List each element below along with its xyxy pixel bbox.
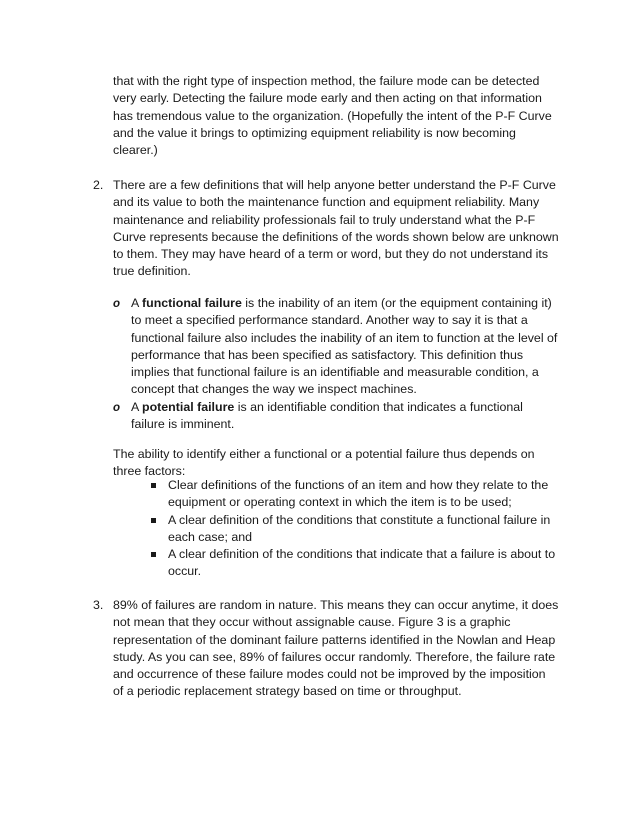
text-line: and occurrence of these failure modes could not be improved by the imposition — [113, 667, 546, 682]
text-line: Clear definitions of the functions of an item and how they relate to the — [168, 478, 549, 492]
text-line: 89% of failures are random in nature. This means they can occur anytime, it does — [113, 598, 559, 612]
text-line: three factors: — [113, 464, 186, 479]
text-line: There are a few definitions that will help anyone better understand the P-F Curve — [113, 178, 556, 192]
text-line: to them. They may have heard of a term or word, but they do not understand its — [113, 247, 549, 262]
text-line: equipment or operating context in which the item is to be used; — [168, 495, 512, 510]
text-line: very early. Detecting the failure mode early and then acting on that information — [113, 91, 542, 106]
text-line: each case; and — [168, 530, 253, 545]
text-line: that with the right type of inspection method, the failure mode can be detected — [113, 74, 540, 88]
bullet-o-icon: o — [113, 402, 121, 414]
definition-rest: is an identifiable condition that indicates a functional — [234, 400, 523, 414]
text-line: and the value it brings to optimizing equipment reliability is now becoming — [113, 125, 516, 140]
item-2-paragraph — [113, 177, 559, 281]
list-number-2: 2. — [93, 178, 104, 192]
text-line: A clear definition of the conditions that constitute a functional failure in — [168, 513, 551, 527]
text-line: has tremendous value to the organization. (Hopefully the intent of the P-F Curve — [113, 108, 552, 123]
factor-item — [168, 477, 548, 512]
text-line: performance that has been specified as satisfactory. This definition thus — [131, 347, 524, 362]
square-bullet-icon — [151, 552, 156, 557]
text-line: concept that changes the way we inspect machines. — [131, 382, 417, 397]
text-line: study. As you can see, 89% of failures occur randomly. Therefore, the failure rate — [113, 649, 556, 664]
definition-functional-failure — [131, 295, 557, 399]
text-line: implies that functional failure is an identifiable and measurable condition, a — [131, 365, 539, 380]
text-line: not mean that they occur without assignable cause. Figure 3 is a graphic — [113, 615, 511, 630]
definition-lead: A — [131, 400, 143, 414]
factors-intro-paragraph — [113, 446, 535, 481]
definition-lead: A — [131, 296, 143, 310]
text-line: occur. — [168, 564, 202, 579]
definition-rest: is the inability of an item (or the equipment containing it) — [241, 296, 552, 310]
definition-first-line — [131, 399, 523, 416]
text-line: of a periodic replacement strategy based on time or throughput. — [113, 684, 462, 699]
text-line: true definition. — [113, 264, 191, 279]
factor-item — [168, 512, 550, 547]
text-line: A clear definition of the conditions that indicate that a failure is about to — [168, 547, 556, 561]
continuation-paragraph — [113, 73, 552, 159]
text-line: Curve represents because the definitions of the words shown below are unknown — [113, 229, 559, 244]
text-line: The ability to identify either a functional or a potential failure thus depends on — [113, 447, 535, 461]
text-line: maintenance and reliability professionals fail to truly understand what the P-F — [113, 212, 536, 227]
text-line: functional failure also includes the inability of an item to function at the level of — [131, 330, 558, 345]
bullet-o-icon: o — [113, 298, 121, 310]
definition-potential-failure — [131, 399, 523, 434]
list-number-3: 3. — [93, 598, 104, 612]
text-line: failure is imminent. — [131, 417, 235, 432]
text-line: clearer.) — [113, 143, 158, 158]
text-line: and its value to both the maintenance function and equipment reliability. Many — [113, 195, 540, 210]
text-line: to meet a specified performance standard. Another way to say it is that a — [131, 313, 528, 328]
item-3-paragraph — [113, 597, 558, 701]
square-bullet-icon — [151, 483, 156, 488]
term-functional-failure: functional failure — [142, 296, 242, 310]
square-bullet-icon — [151, 518, 156, 523]
term-potential-failure: potential failure — [142, 400, 235, 414]
definition-first-line — [131, 295, 557, 312]
text-line: representation of the dominant failure patterns identified in the Nowlan and Heap — [113, 632, 556, 647]
factor-item — [168, 546, 555, 581]
